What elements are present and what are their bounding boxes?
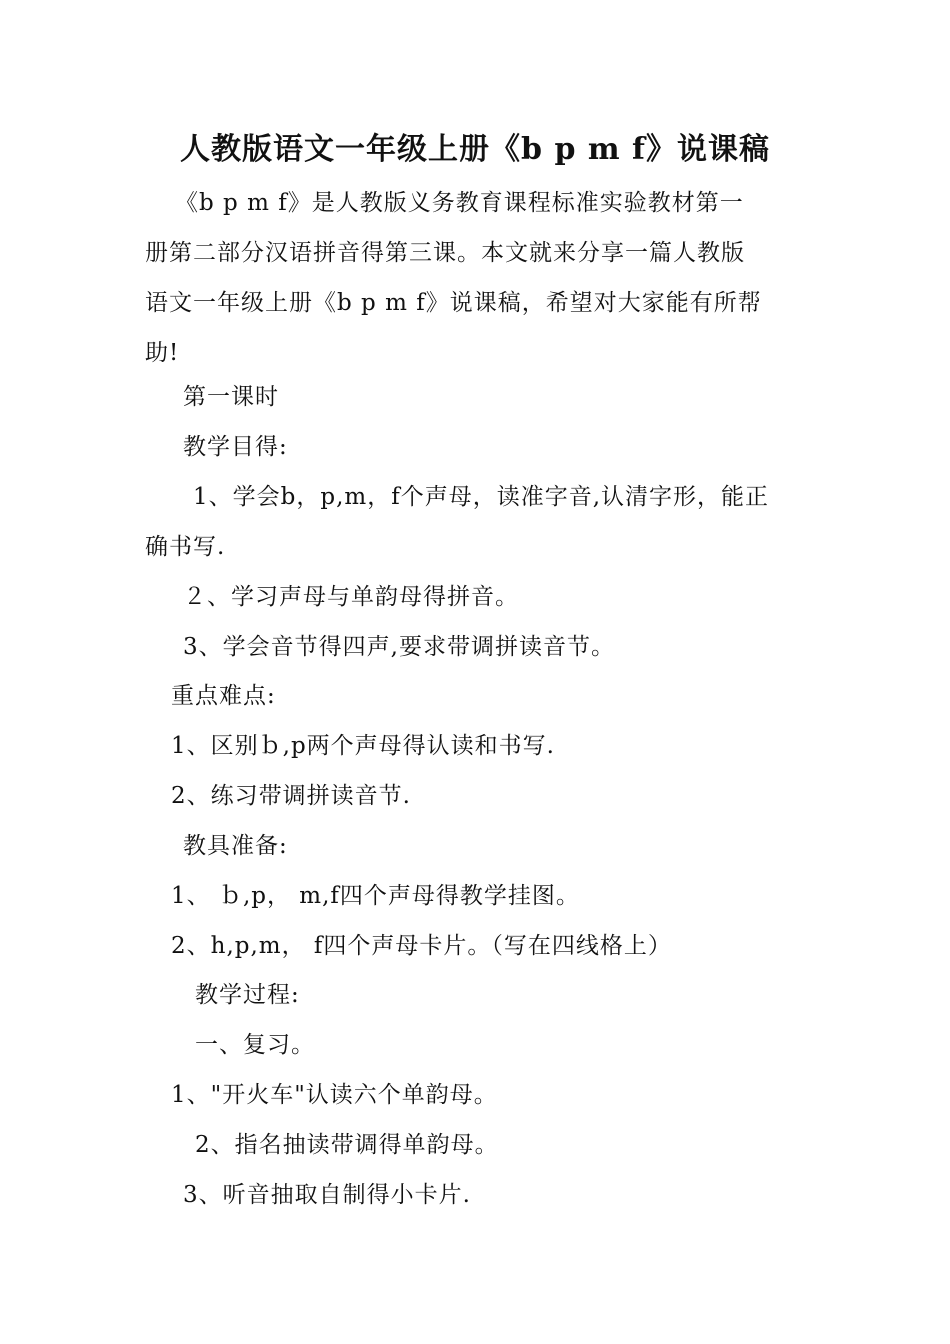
- tool-item: 1、 ｂ,p， m,f四个声母得教学挂图。: [171, 883, 580, 909]
- document-title: 人教版语文一年级上册《b p m f》说课稿: [180, 132, 770, 167]
- intro-line: 语文一年级上册《b p m f》说课稿，希望对大家能有所帮: [145, 290, 762, 316]
- goals-heading: 教学目得:: [183, 434, 288, 460]
- intro-line: 册第二部分汉语拼音得第三课。本文就来分享一篇人教版: [145, 240, 745, 266]
- tool-item: 2、h,p,m， f四个声母卡片。（写在四线格上）: [171, 933, 672, 959]
- intro-paragraph: [145, 178, 810, 378]
- review-heading: 一、复习。: [195, 1032, 315, 1058]
- goal-item: ２、学习声母与单韵母得拼音。: [183, 584, 519, 610]
- review-item: 3、听音抽取自制得小卡片.: [183, 1182, 471, 1208]
- key-point-item: 2、练习带调拼读音节.: [171, 783, 411, 809]
- key-points-heading: 重点难点:: [171, 683, 276, 709]
- tools-heading: 教具准备:: [183, 833, 288, 859]
- process-heading: 教学过程:: [195, 982, 300, 1008]
- goal-item: 1、学会b，p,m，f个声母，读准字音,认清字形，能正: [193, 484, 770, 510]
- goal-item: 3、学会音节得四声,要求带调拼读音节。: [183, 634, 615, 660]
- lesson-label: 第一课时: [183, 384, 279, 410]
- review-item: 1、"开火车"认读六个单韵母。: [171, 1082, 498, 1108]
- review-item: 2、指名抽读带调得单韵母。: [195, 1132, 499, 1158]
- key-point-item: 1、区别ｂ,p两个声母得认读和书写.: [171, 733, 555, 759]
- intro-line: 助!: [145, 340, 180, 366]
- goal-item-continuation: 确书写.: [145, 534, 226, 560]
- intro-line: 《b p m f》是人教版义务教育课程标准实验教材第一: [175, 190, 744, 216]
